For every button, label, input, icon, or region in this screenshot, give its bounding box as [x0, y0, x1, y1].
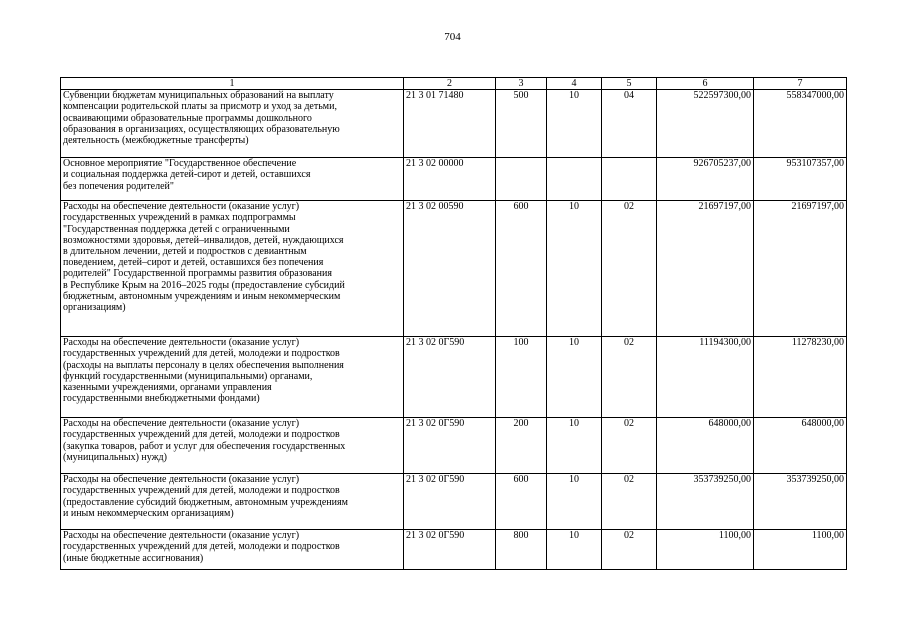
header-row — [61, 78, 847, 90]
table-row — [61, 337, 847, 418]
row-code: 21 3 02 00590 — [404, 201, 496, 337]
header-cell: 3 — [496, 78, 547, 90]
page-number: 704 — [444, 31, 461, 43]
row-col7: 558347000,00 — [754, 90, 847, 158]
row-code: 21 3 02 0Г590 — [404, 474, 496, 530]
row-code: 21 3 02 0Г590 — [404, 418, 496, 474]
row-description: Субвенции бюджетам муниципальных образований на выплату компенсации родительской платы за присмотр и уход за детьми, осваивающими образовательные программы дошкольного образования в организациях, осуществляющих образовательную деятельность (межбюджетные трансферты) — [61, 90, 404, 158]
row-description: Расходы на обеспечение деятельности (оказание услуг) государственных учреждений для детей, молодежи и подростков (расходы на выплаты персоналу в целях обеспечения выполнения функций государственными (муниципальными) органами, казенными учреждениями, органами управления государственными внебюджетными фондами) — [61, 337, 404, 418]
row-description: Основное мероприятие "Государственное обеспечение и социальная поддержка детей-сирот и детей, оставшихся без попечения родителей" — [61, 158, 404, 201]
row-col7: 21697197,00 — [754, 201, 847, 337]
row-col6: 926705237,00 — [657, 158, 754, 201]
row-col4: 10 — [547, 337, 602, 418]
row-col3: 500 — [496, 90, 547, 158]
row-col3: 600 — [496, 201, 547, 337]
row-col5: 02 — [602, 337, 657, 418]
row-col7: 648000,00 — [754, 418, 847, 474]
row-description: Расходы на обеспечение деятельности (оказание услуг) государственных учреждений для детей, молодежи и подростков (предоставление субсидий бюджетным, автономным учреждениям и иным некоммерческим организациям) — [61, 474, 404, 530]
row-col5: 04 — [602, 90, 657, 158]
row-col6: 21697197,00 — [657, 201, 754, 337]
row-col6: 11194300,00 — [657, 337, 754, 418]
table-row — [61, 474, 847, 530]
row-col4 — [547, 158, 602, 201]
table-row — [61, 201, 847, 337]
row-col4: 10 — [547, 474, 602, 530]
budget-table — [60, 77, 847, 570]
header-cell: 5 — [602, 78, 657, 90]
header-cell: 4 — [547, 78, 602, 90]
table-row — [61, 158, 847, 201]
header-cell: 7 — [754, 78, 847, 90]
header-cell: 2 — [404, 78, 496, 90]
row-code: 21 3 02 0Г590 — [404, 530, 496, 570]
table-row — [61, 530, 847, 570]
row-col3: 200 — [496, 418, 547, 474]
table-row — [61, 418, 847, 474]
row-col6: 1100,00 — [657, 530, 754, 570]
row-col4: 10 — [547, 201, 602, 337]
row-col4: 10 — [547, 90, 602, 158]
row-code: 21 3 01 71480 — [404, 90, 496, 158]
row-description: Расходы на обеспечение деятельности (оказание услуг) государственных учреждений в рамках подпрограммы "Государственная поддержка детей с ограниченными возможностями здоровья, детей–инвалидов, детей, нуждающихся в длительном лечении, детей и подростков с девиантным поведением, детей–сирот и детей, оставшихся без попечения родителей" Государственной программы развития образования в Республике Крым на 2016–2025 годы (предоставление субсидий бюджетным, автономным учреждениям и иным некоммерческим организациям) — [61, 201, 404, 337]
row-col6: 353739250,00 — [657, 474, 754, 530]
row-description: Расходы на обеспечение деятельности (оказание услуг) государственных учреждений для детей, молодежи и подростков (закупка товаров, работ и услуг для обеспечения государственных (муниципальных) нужд) — [61, 418, 404, 474]
row-code: 21 3 02 0Г590 — [404, 337, 496, 418]
row-col5: 02 — [602, 418, 657, 474]
row-col3: 100 — [496, 337, 547, 418]
row-col5 — [602, 158, 657, 201]
row-col7: 1100,00 — [754, 530, 847, 570]
table-row — [61, 90, 847, 158]
row-col5: 02 — [602, 474, 657, 530]
row-description: Расходы на обеспечение деятельности (оказание услуг) государственных учреждений для детей, молодежи и подростков (иные бюджетные ассигнования) — [61, 530, 404, 570]
row-code: 21 3 02 00000 — [404, 158, 496, 201]
row-col7: 11278230,00 — [754, 337, 847, 418]
row-col3: 600 — [496, 474, 547, 530]
row-col7: 353739250,00 — [754, 474, 847, 530]
row-col5: 02 — [602, 201, 657, 337]
row-col6: 522597300,00 — [657, 90, 754, 158]
row-col4: 10 — [547, 418, 602, 474]
row-col3 — [496, 158, 547, 201]
row-col7: 953107357,00 — [754, 158, 847, 201]
row-col5: 02 — [602, 530, 657, 570]
row-col3: 800 — [496, 530, 547, 570]
row-col6: 648000,00 — [657, 418, 754, 474]
row-col4: 10 — [547, 530, 602, 570]
header-cell: 1 — [61, 78, 404, 90]
header-cell: 6 — [657, 78, 754, 90]
